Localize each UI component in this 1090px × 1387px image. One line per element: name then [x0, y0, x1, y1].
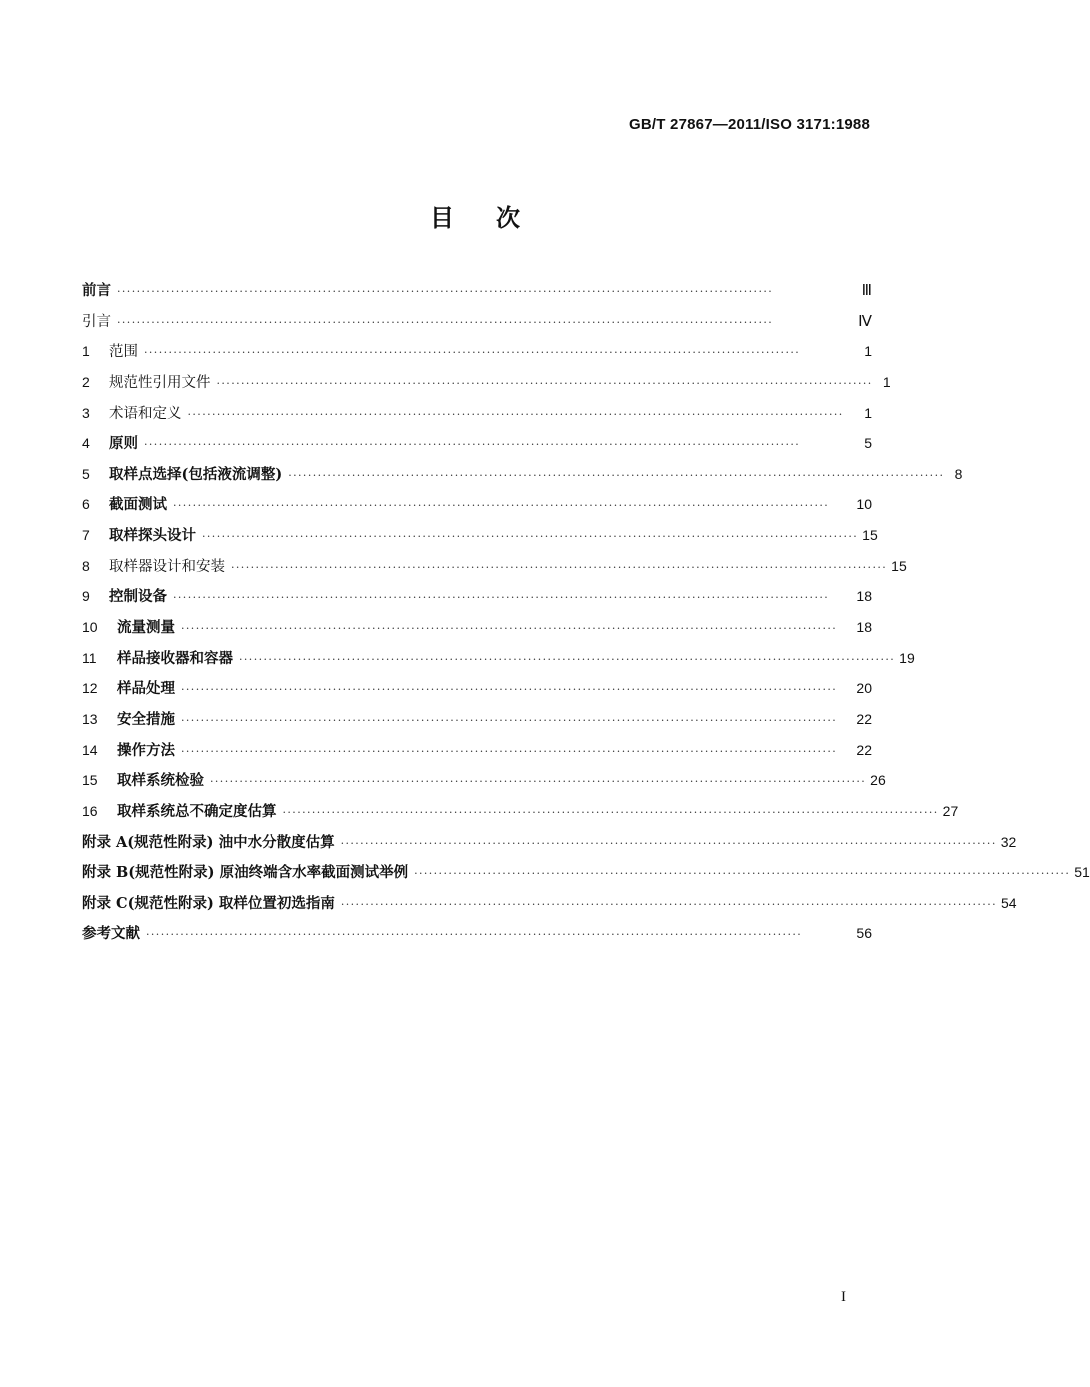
toc-entry-title: 样品接收器和容器 [117, 649, 233, 667]
toc-entry-number: 4 [82, 435, 90, 452]
toc-entry-page: 18 [856, 619, 872, 636]
toc-entry-page: 1 [864, 404, 872, 421]
toc-entry-title: 附录 B(规范性附录) 原油终端含水率截面测试举例 [82, 864, 409, 882]
toc-entry-title: 原则 [109, 435, 138, 453]
toc-entry-title: 引言 [82, 313, 111, 330]
toc-entry-title: 控制设备 [109, 588, 167, 606]
toc-entry-title: 安全措施 [117, 710, 175, 728]
toc-entry-2[interactable] [82, 371, 891, 402]
toc-entry-number: 2 [82, 373, 90, 390]
toc-entry-title: 取样系统总不确定度估算 [117, 802, 277, 820]
toc-entry-number: 10 [82, 619, 98, 636]
toc-entry-title: 取样点选择(包括液流调整) [109, 465, 283, 483]
toc-entry-page: 1 [882, 373, 891, 390]
toc-entry-page: 18 [856, 588, 872, 605]
toc-entry-annex-b[interactable] [82, 861, 1090, 892]
toc-entry-number: 9 [82, 588, 90, 605]
toc-leader: ······································································································································ [216, 376, 873, 390]
toc-leader: ······································································································································ [340, 836, 997, 850]
page-number: I [841, 1289, 846, 1305]
table-of-contents [82, 279, 1090, 953]
toc-leader: ······································································································································ [239, 652, 896, 666]
toc-entry-15[interactable] [82, 769, 886, 800]
toc-entry-page: 27 [942, 802, 959, 819]
standard-number: GB/T 27867—2011/ISO 3171:1988 [629, 116, 870, 133]
toc-entry-page: 1 [864, 343, 872, 360]
toc-leader: ······································································································································ [146, 928, 803, 942]
toc-leader: ······································································································································ [210, 775, 867, 789]
toc-entry-number: 16 [82, 802, 98, 819]
toc-entry-14[interactable] [82, 739, 872, 770]
toc-entry-title: 取样系统检验 [117, 772, 204, 790]
toc-entry-12[interactable] [82, 677, 872, 708]
toc-entry-page: 32 [1000, 833, 1017, 850]
toc-entry-number: 6 [82, 496, 90, 513]
toc-leader: ······································································································································ [187, 407, 844, 421]
toc-entry-number: 12 [82, 680, 98, 697]
toc-entry-annex-a[interactable] [82, 831, 1017, 862]
toc-entry-page: 15 [891, 557, 907, 574]
toc-entry-title: 规范性引用文件 [109, 374, 211, 391]
toc-entry-number: 11 [82, 649, 97, 666]
toc-leader: ······································································································································ [117, 315, 774, 329]
toc-entry-title: 范围 [109, 344, 138, 361]
toc-entry-1[interactable] [82, 340, 872, 371]
toc-leader: ······································································································································ [340, 897, 998, 911]
toc-entry-number: 8 [82, 557, 90, 574]
toc-entry-number: 13 [82, 710, 98, 727]
toc-entry-title: 术语和定义 [109, 405, 182, 422]
toc-leader: ······································································································································ [173, 591, 830, 605]
toc-entry-page: 26 [870, 772, 886, 789]
toc-entry-page: 54 [1001, 894, 1017, 911]
toc-leader: ······································································································································ [173, 499, 830, 513]
toc-entry-introduction[interactable] [82, 310, 872, 341]
toc-leader: ······································································································································ [117, 285, 774, 298]
toc-entry-page: 22 [856, 710, 872, 727]
toc-entry-page: Ⅲ [861, 283, 872, 299]
toc-entry-title: 流量测量 [117, 619, 175, 637]
toc-entry-title: 截面测试 [109, 496, 167, 514]
toc-entry-9[interactable] [82, 585, 872, 616]
toc-entry-5[interactable] [82, 463, 963, 494]
toc-entry-3[interactable] [82, 402, 872, 433]
toc-entry-page: 19 [899, 649, 915, 666]
toc-entry-page: 20 [856, 680, 872, 697]
toc-entry-number: 14 [82, 741, 98, 758]
toc-entry-title: 前言 [82, 282, 111, 299]
toc-entry-7[interactable] [82, 524, 878, 555]
page-title: 目次 [430, 204, 562, 232]
toc-entry-page: 8 [954, 465, 963, 482]
toc-entry-title: 样品处理 [117, 680, 175, 698]
toc-entry-page: 56 [856, 925, 872, 942]
toc-leader: ······································································································································ [282, 805, 939, 819]
toc-entry-number: 1 [82, 343, 90, 360]
toc-entry-16[interactable] [82, 800, 959, 831]
toc-entry-title: 附录 A(规范性附录) 油中水分散度估算 [82, 833, 335, 851]
toc-entry-page: 22 [856, 741, 872, 758]
toc-entry-page: 10 [856, 496, 872, 513]
toc-entry-number: 5 [82, 465, 90, 482]
toc-leader: ······································································································································ [181, 744, 838, 758]
toc-entry-number: 15 [82, 772, 98, 789]
toc-entry-page: 15 [862, 527, 878, 544]
toc-entry-bibliography[interactable] [82, 922, 872, 953]
toc-entry-annex-c[interactable] [82, 892, 1017, 923]
toc-entry-title: 参考文献 [82, 925, 140, 943]
toc-leader: ······································································································································ [144, 438, 801, 452]
toc-leader: ······································································································································ [202, 530, 859, 544]
toc-leader: ······································································································································ [288, 468, 945, 482]
toc-entry-title: 取样器设计和安装 [109, 558, 225, 575]
toc-leader: ······································································································································ [144, 346, 801, 360]
toc-entry-4[interactable] [82, 432, 872, 463]
toc-entry-11[interactable] [82, 647, 915, 678]
toc-entry-13[interactable] [82, 708, 872, 739]
toc-entry-number: 7 [82, 527, 90, 544]
toc-entry-6[interactable] [82, 493, 872, 524]
toc-entry-page: Ⅳ [858, 313, 872, 330]
toc-entry-8[interactable] [82, 555, 907, 586]
toc-entry-title: 操作方法 [117, 741, 175, 759]
toc-entry-number: 3 [82, 404, 90, 421]
toc-entry-page: 51 [1074, 864, 1090, 881]
toc-leader: ······································································································································ [414, 867, 1071, 881]
toc-entry-10[interactable] [82, 616, 872, 647]
toc-leader: ······································································································································ [231, 560, 888, 574]
toc-leader: ······································································································································ [181, 683, 838, 697]
toc-entry-title: 附录 C(规范性附录) 取样位置初选指南 [82, 894, 335, 912]
toc-leader: ······································································································································ [181, 713, 838, 727]
toc-entry-page: 5 [864, 435, 872, 452]
toc-leader: ······································································································································ [181, 622, 838, 636]
toc-entry-title: 取样探头设计 [109, 527, 196, 545]
toc-entry-foreword[interactable] [82, 279, 872, 310]
